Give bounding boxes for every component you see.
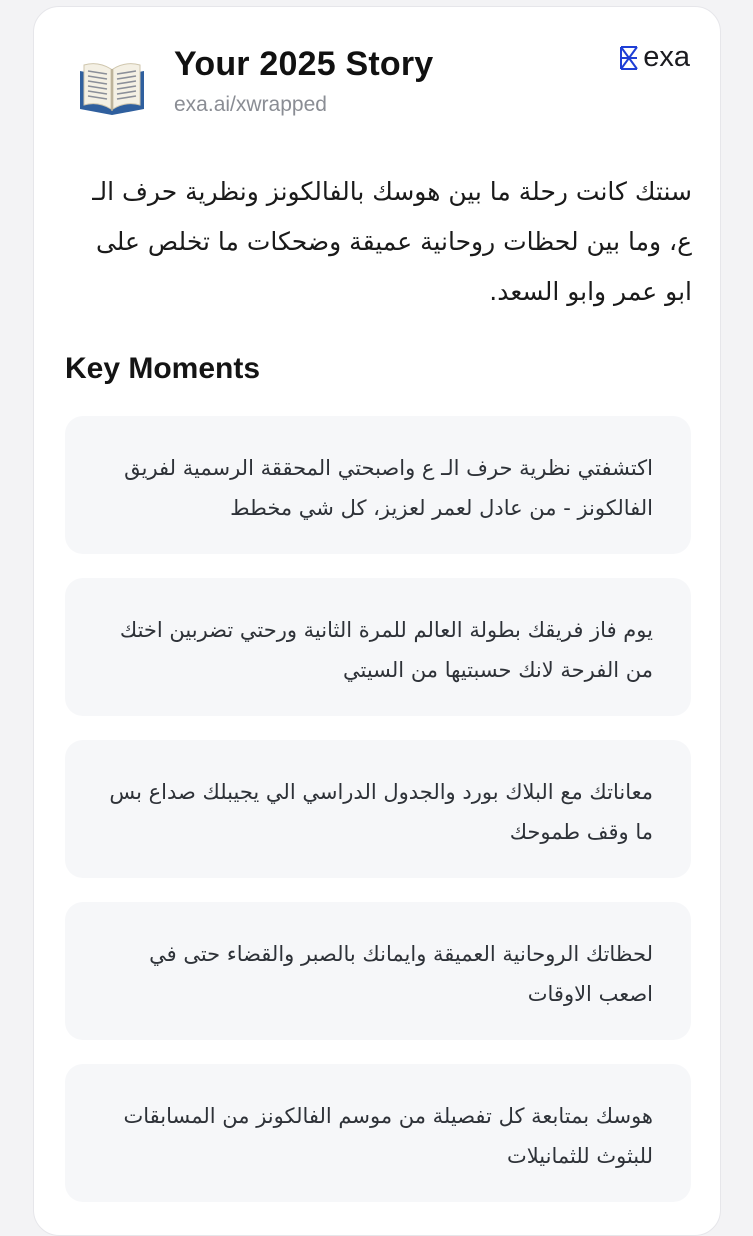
exa-brand-link[interactable] (619, 41, 690, 74)
open-book-icon (78, 57, 146, 115)
key-moment-item: اكتشفتي نظرية حرف الـ ع واصبحتي المحققة الرسمية لفريق الفالكونز - من عادل لعمر لعزيز، كل شي مخطط (65, 416, 691, 554)
key-moment-item: هوسك بمتابعة كل تفصيلة من موسم الفالكونز من المسابقات للبثوث للثمانيلات (65, 1064, 691, 1202)
story-summary: سنتك كانت رحلة ما بين هوسك بالفالكونز ونظرية حرف الـ ع، وما بين لحظات روحانية عميقة وضحكات ما تخلص على ابو عمر وابو السعد. (92, 177, 692, 306)
key-moments-title: Key Moments (65, 352, 261, 385)
brand-name: exa (643, 41, 690, 73)
key-moments-list (65, 416, 691, 1226)
key-moment-item: لحظاتك الروحانية العميقة وايمانك بالصبر والقضاء حتى في اصعب الاوقات (65, 902, 691, 1040)
story-header (34, 7, 720, 137)
key-moment-item: معاناتك مع البلاك بورد والجدول الدراسي الي يجيبلك صداع بس ما وقف طموحك (65, 740, 691, 878)
page-title: Your 2025 Story (174, 45, 434, 83)
exa-logo-icon (619, 46, 639, 70)
key-moment-item: يوم فاز فريقك بطولة العالم للمرة الثانية ورحتي تضربين اختك من الفرحة لانك حسبتيها من السيتي (65, 578, 691, 716)
story-card (33, 6, 721, 1236)
source-url[interactable]: exa.ai/xwrapped (174, 93, 327, 116)
